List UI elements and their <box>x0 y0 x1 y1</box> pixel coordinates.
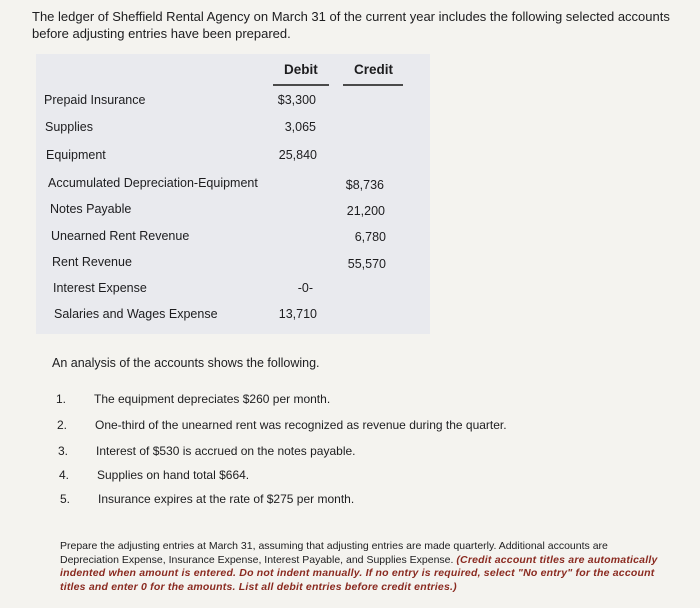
credit-amount: 55,570 <box>347 257 386 271</box>
account-name: Accumulated Depreciation-Equipment <box>48 176 258 190</box>
debit-amount: 25,840 <box>278 148 317 162</box>
ledger-row <box>45 120 316 136</box>
account-name: Notes Payable <box>50 202 132 216</box>
ledger-row <box>46 148 317 164</box>
ledger-row <box>53 281 313 297</box>
item-number: 1. <box>56 392 67 406</box>
intro-text: The ledger of Sheffield Rental Agency on March 31 of the current year includes the following selected accounts before adjusting entries have been prepared. <box>32 9 670 41</box>
account-name: Unearned Rent Revenue <box>51 229 190 243</box>
debit-amount: 3,065 <box>284 120 316 134</box>
debit-amount: 13,710 <box>278 307 317 321</box>
ledger-row <box>54 307 317 323</box>
instructions-emphasis: (Credit account titles are automatically indented when amount is entered. Do not indent manually. If no entry is required, select "No entry" for the account titles and enter 0 for the amounts. List all debit entries before credit entries.) <box>60 553 658 593</box>
ledger-row <box>52 255 312 271</box>
item-number: 3. <box>58 444 69 458</box>
debit-header-underline <box>273 84 329 86</box>
account-name: Supplies <box>45 120 93 134</box>
account-name: Prepaid Insurance <box>44 93 146 107</box>
item-text: One-third of the unearned rent was recognized as revenue during the quarter. <box>95 418 507 432</box>
credit-amount: 6,780 <box>354 230 386 244</box>
item-text: Insurance expires at the rate of $275 per month. <box>98 492 355 506</box>
credit-amount: $8,736 <box>345 178 384 192</box>
account-name: Interest Expense <box>53 281 147 295</box>
debit-amount: $3,300 <box>277 93 316 107</box>
instructions-text <box>60 540 660 594</box>
item-text: The equipment depreciates $260 per month. <box>94 392 331 406</box>
item-number: 2. <box>57 418 68 432</box>
item-text: Supplies on hand total $664. <box>97 468 250 482</box>
analysis-heading: An analysis of the accounts shows the following. <box>52 356 320 370</box>
ledger-row <box>50 202 310 218</box>
debit-amount: -0- <box>297 281 313 295</box>
ledger-row <box>44 93 316 109</box>
item-number: 4. <box>59 468 70 482</box>
ledger-row <box>51 229 311 245</box>
credit-column-header: Credit <box>354 62 394 77</box>
instructions-plain: Prepare the adjusting entries at March 31, assuming that adjusting entries are made quarterly. Additional accounts are Depreciation Expense, Insurance Expense, Interest Payable, and Supplies Expense. <box>60 540 608 566</box>
item-number: 5. <box>60 492 71 506</box>
debit-column-header: Debit <box>284 62 318 77</box>
item-text: Interest of $530 is accrued on the notes payable. <box>96 444 356 458</box>
account-name: Salaries and Wages Expense <box>54 307 218 321</box>
credit-header-underline <box>343 84 403 86</box>
credit-amount: 21,200 <box>346 204 385 218</box>
account-name: Rent Revenue <box>52 255 132 269</box>
account-name: Equipment <box>46 148 106 162</box>
